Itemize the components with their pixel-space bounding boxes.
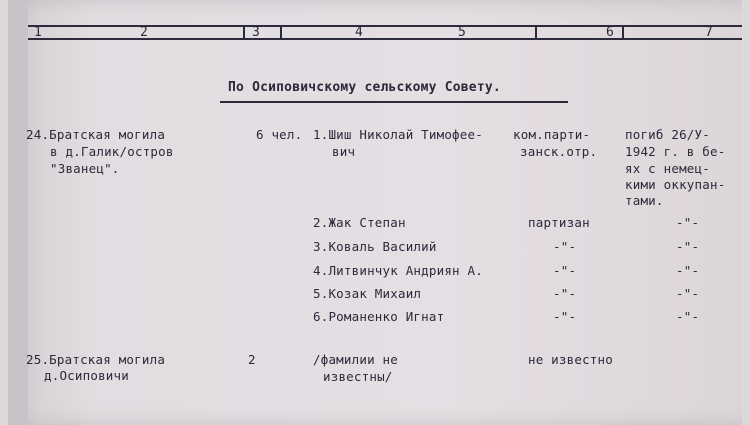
status-text: не известно xyxy=(528,352,613,367)
fate-text: 1942 г. в бе- xyxy=(625,144,726,159)
note-text: известны/ xyxy=(323,369,393,384)
person-name: 1.Шиш Николай Тимофее- xyxy=(313,127,483,142)
header-top-rule xyxy=(28,25,742,27)
entry-place: д.Осиповичи xyxy=(44,368,129,383)
person-role: ком.парти- xyxy=(513,127,591,142)
fate-text: погиб 26/У- xyxy=(625,127,710,142)
column-number: 7 xyxy=(705,25,714,40)
person-role: занск.отр. xyxy=(520,144,598,159)
section-title-underline xyxy=(220,101,568,103)
fate-text: ях с немец- xyxy=(625,161,710,176)
person-name: 4.Литвинчук Андриян А. xyxy=(313,263,483,278)
person-name: 5.Козак Михаил xyxy=(313,286,422,301)
column-number: 5 xyxy=(458,25,467,40)
col-sep xyxy=(622,25,624,40)
person-name: 2.Жак Степан xyxy=(313,215,406,230)
fate-text: кими оккупан- xyxy=(625,177,726,192)
person-name: 3.Коваль Василий xyxy=(313,239,437,254)
ditto-mark: -"- xyxy=(676,286,700,301)
col-sep xyxy=(280,25,282,40)
column-number: 3 xyxy=(252,25,261,40)
column-number: 4 xyxy=(355,25,364,40)
note-text: /фамилии не xyxy=(313,352,398,367)
entry-place: в д.Галик/остров xyxy=(50,144,174,159)
person-role: партизан xyxy=(528,215,590,230)
person-name: вич xyxy=(332,144,356,159)
column-number: 2 xyxy=(140,25,149,40)
column-number: 1 xyxy=(34,25,43,40)
document-page xyxy=(8,0,742,425)
ditto-mark: -"- xyxy=(553,263,577,278)
entry-place: "Званец". xyxy=(50,161,120,176)
fate-text: тами. xyxy=(625,193,664,208)
buried-count: 6 чел. xyxy=(256,127,303,142)
ditto-mark: -"- xyxy=(676,239,700,254)
section-title: По Осиповичскому сельскому Совету. xyxy=(228,80,501,95)
ditto-mark: -"- xyxy=(676,263,700,278)
column-number: 6 xyxy=(606,25,615,40)
ditto-mark: -"- xyxy=(676,215,700,230)
ditto-mark: -"- xyxy=(553,239,577,254)
ditto-mark: -"- xyxy=(553,309,577,324)
col-sep xyxy=(243,25,245,40)
entry-number-place: 25.Братская могила xyxy=(26,352,166,367)
entry-number-place: 24.Братская могила xyxy=(26,127,166,142)
ditto-mark: -"- xyxy=(676,309,700,324)
ditto-mark: -"- xyxy=(553,286,577,301)
binding-edge xyxy=(8,0,28,425)
col-sep xyxy=(535,25,537,40)
header-bottom-rule xyxy=(28,38,742,40)
buried-count: 2 xyxy=(248,352,256,367)
person-name: 6.Романенко Игнат xyxy=(313,309,445,324)
